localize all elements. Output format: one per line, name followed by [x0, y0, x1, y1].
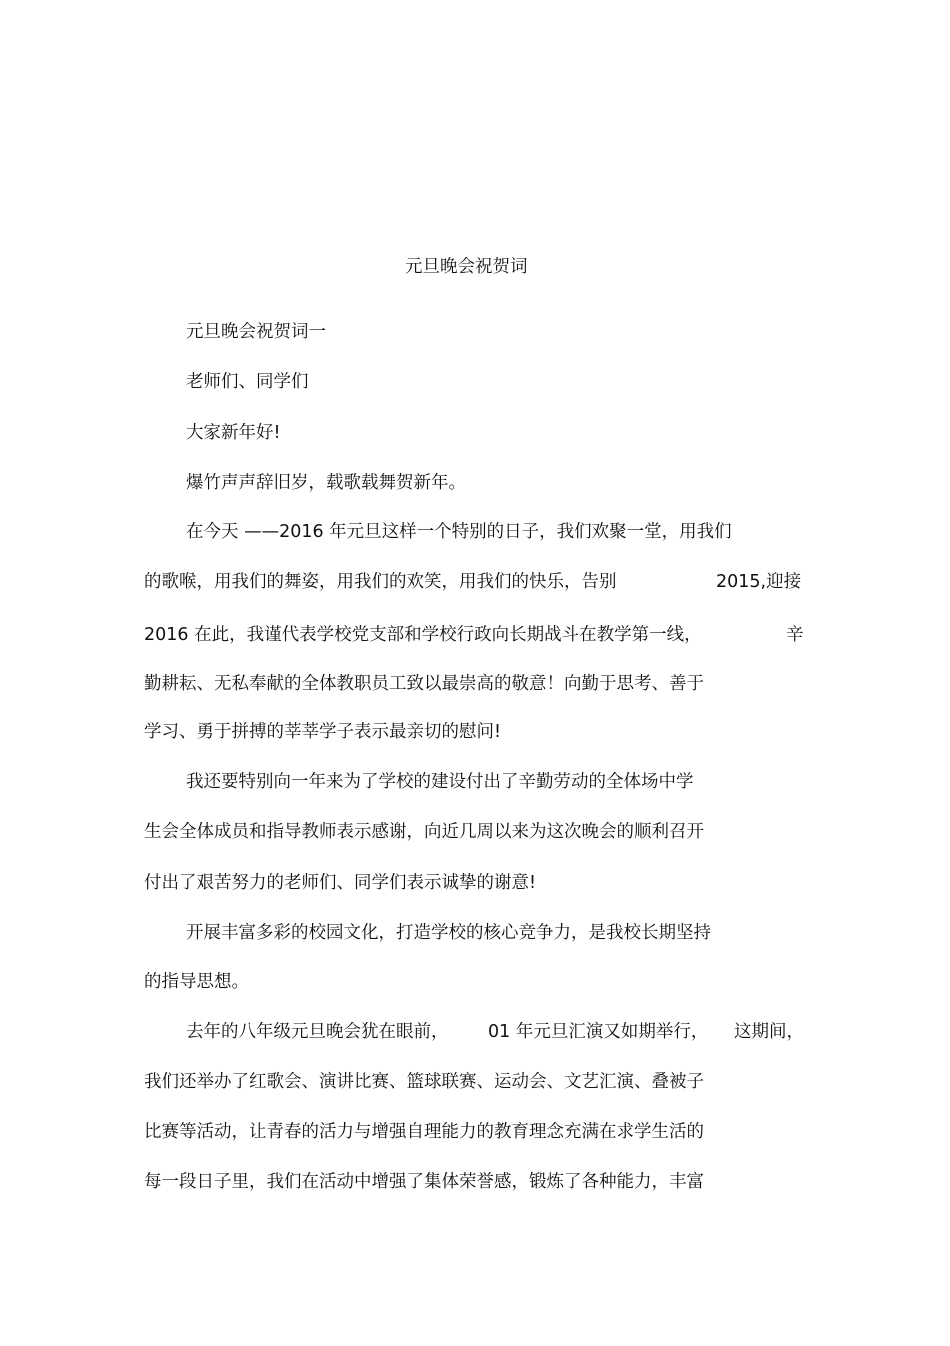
subtitle-line: 元旦晚会祝贺词一: [186, 322, 326, 342]
paragraph-line: 每一段日子里，我们在活动中增强了集体荣誉感，锻炼了各种能力，丰富: [144, 1172, 704, 1192]
paragraph-line-end: 辛: [786, 625, 804, 645]
document-title: 元旦晚会祝贺词: [405, 257, 528, 277]
paragraph-line: 付出了艰苦努力的老师们、同学们表示诚挚的谢意!: [144, 873, 537, 893]
paragraph-line: 我还要特别向一年来为了学校的建设付出了辛勤劳动的全体场中学: [186, 772, 694, 792]
paragraph-line: 勤耕耘、无私奉献的全体教职员工致以最崇高的敬意！向勤于思考、善于: [144, 674, 704, 694]
paragraph-line: 的指导思想。: [144, 972, 249, 992]
paragraph-line: 比赛等活动，让青春的活力与增强自理能力的教育理念充满在求学生活的: [144, 1122, 704, 1142]
salutation-line: 老师们、同学们: [186, 372, 309, 392]
paragraph-line: 学习、勇于拼搏的莘莘学子表示最亲切的慰问!: [144, 722, 502, 742]
paragraph-line: 我们还举办了红歌会、演讲比赛、篮球联赛、运动会、文艺汇演、叠被子: [144, 1072, 704, 1092]
paragraph-line-mid: 01 年元旦汇演又如期举行，: [488, 1022, 709, 1042]
paragraph-line: 生会全体成员和指导教师表示感谢，向近几周以来为这次晚会的顺利召开: [144, 822, 704, 842]
paragraph-line-end: 2015,迎接: [716, 572, 802, 592]
paragraph-line: 开展丰富多彩的校园文化，打造学校的核心竞争力，是我校长期坚持: [186, 923, 711, 943]
paragraph-line: 去年的八年级元旦晚会犹在眼前，: [186, 1022, 449, 1042]
paragraph-line: 2016 在此，我谨代表学校党支部和学校行政向长期战斗在教学第一线，: [144, 625, 702, 645]
paragraph-line: 爆竹声声辞旧岁，载歌载舞贺新年。: [186, 473, 466, 493]
paragraph-line: 的歌喉，用我们的舞姿，用我们的欢笑，用我们的快乐，告别: [144, 572, 617, 592]
paragraph-line-end: 这期间，: [734, 1022, 804, 1042]
greeting-line: 大家新年好!: [186, 423, 281, 443]
paragraph-line: 在今天 ——2016 年元旦这样一个特别的日子，我们欢聚一堂，用我们: [186, 522, 732, 542]
